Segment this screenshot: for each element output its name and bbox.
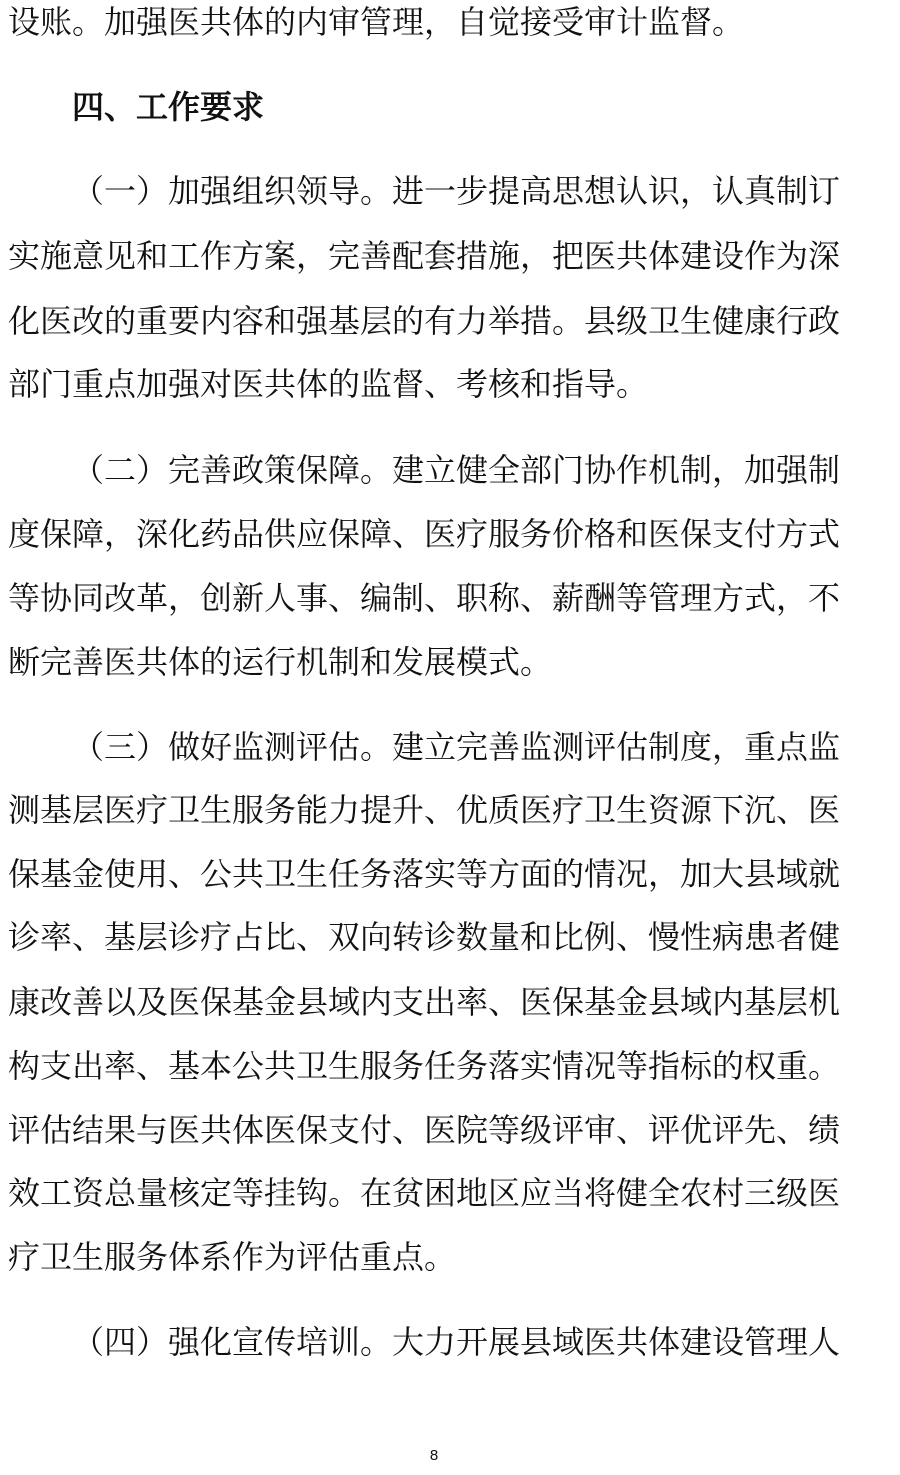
- text-line: （四）强化宣传培训。大力开展县域医共体建设管理人: [72, 1323, 841, 1361]
- text-line: （一）加强组织领导。进一步提高思想认识，认真制订: [72, 172, 841, 210]
- text-line: 部门重点加强对医共体的监督、考核和指导。: [8, 365, 649, 403]
- text-line: 化医改的重要内容和强基层的有力举措。县级卫生健康行政: [8, 302, 841, 340]
- text-line: 设账。加强医共体的内审管理，自觉接受审计监督。: [8, 3, 745, 41]
- text-line: 保基金使用、公共卫生任务落实等方面的情况，加大县域就: [8, 855, 841, 893]
- text-line: 度保障，深化药品供应保障、医疗服务价格和医保支付方式: [8, 515, 841, 553]
- text-line: 等协同改革，创新人事、编制、职称、薪酬等管理方式，不: [8, 579, 841, 617]
- text-line: 效工资总量核定等挂钩。在贫困地区应当将健全农村三级医: [8, 1174, 841, 1212]
- text-line: （三）做好监测评估。建立完善监测评估制度，重点监: [72, 728, 841, 766]
- text-line: 评估结果与医共体医保支付、医院等级评审、评优评先、绩: [8, 1111, 841, 1149]
- page-number: 8: [429, 1447, 439, 1464]
- text-line: 诊率、基层诊疗占比、双向转诊数量和比例、慢性病患者健: [8, 918, 841, 956]
- text-line: 疗卫生服务体系作为评估重点。: [8, 1238, 457, 1276]
- text-line: 断完善医共体的运行机制和发展模式。: [8, 643, 553, 681]
- text-line: 实施意见和工作方案，完善配套措施，把医共体建设作为深: [8, 237, 841, 275]
- text-line: 康改善以及医保基金县域内支出率、医保基金县域内基层机: [8, 983, 841, 1021]
- text-line: 测基层医疗卫生服务能力提升、优质医疗卫生资源下沉、医: [8, 791, 841, 829]
- section-heading: 四、工作要求: [72, 88, 265, 126]
- text-line: （二）完善政策保障。建立健全部门协作机制，加强制: [72, 451, 841, 489]
- text-line: 构支出率、基本公共卫生服务任务落实情况等指标的权重。: [8, 1047, 841, 1085]
